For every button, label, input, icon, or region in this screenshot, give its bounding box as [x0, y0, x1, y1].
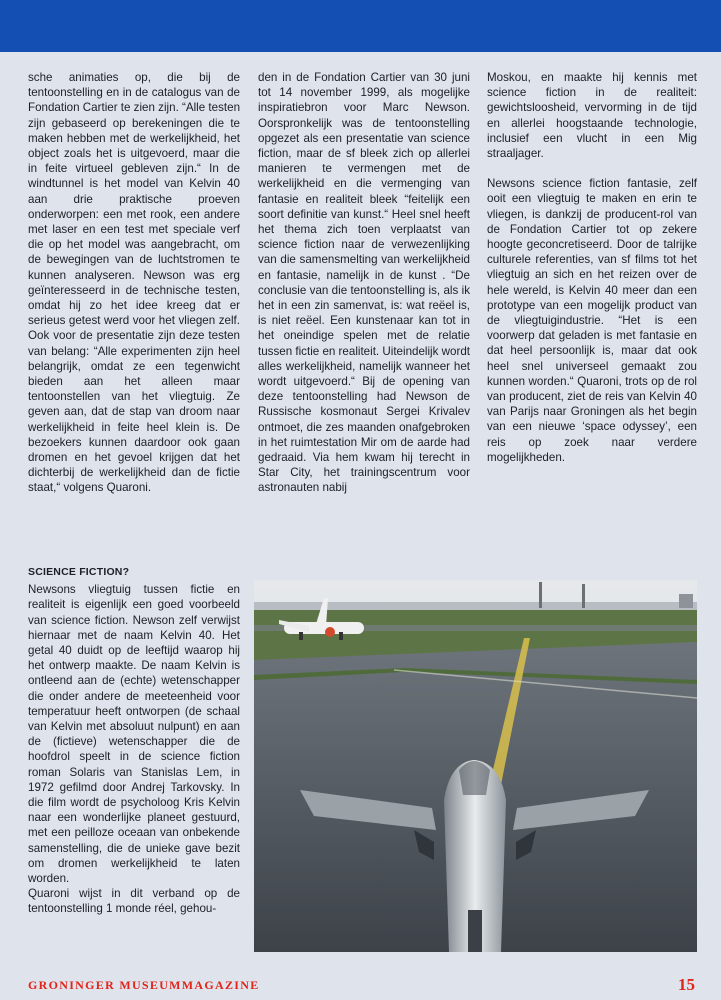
article-column-1-lower: [28, 565, 240, 917]
article-column-2: [258, 70, 470, 496]
article-column-1: [28, 70, 240, 496]
body-paragraph: Quaroni wijst in dit verband op de tentoonstelling 1 monde réel, gehou-: [28, 887, 240, 916]
photo-illustration: [254, 580, 697, 952]
section-heading: SCIENCE FICTION?: [28, 566, 130, 578]
top-color-bar: [0, 0, 721, 52]
body-paragraph: Newsons science fiction fantasie, zelf ooit een vliegtuig te maken en erin te vliegen, is dankzij de producent-rol van de Fondation Cartier tot op zekere hoogte geconcretiseerd. Door de talrijke culturele referenties, van sf films tot het vliegtuig an sich en het reizen over de hele wereld, is Kelvin 40 meer dan een prototype van een mogelijk product van de vliegtuigindustrie. “Het is een voorwerp dat geladen is met fantasie en dat heel persoonlijk is, maar dat ook heel snel universeel gemaakt zou kunnen worden.“ Quaroni, trots op de rol van producent, ziet de reis van Kelvin 40 van Parijs naar Groningen als het begin van een nieuwe ‘space odyssey’, een reis op zoek naar verdere mogelijkheden.: [487, 177, 697, 464]
page-number: 15: [678, 975, 695, 994]
article-column-3: [487, 70, 697, 465]
body-paragraph: Moskou, en maakte hij kennis met science fiction in de realiteit: gewichtsloosheid, vervorming in de tijd en allerlei hoogstaande technologie, inclusief een vlucht in een Mig straaljager.: [487, 71, 697, 161]
airfield-photo: [254, 580, 697, 952]
body-paragraph: den in de Fondation Cartier van 30 juni tot 14 november 1999, als mogelijke inspiratiebron voor Marc Newson. Oorspronkelijk was de tentoonstelling opgezet als een presentatie van science fiction, maar de sf bleek zich op allerlei manieren te vermengen met de werkelijkheid en die vermenging van fantasie en realiteit bleek “feitelijk een soort definitie van kunst.“ Heel snel heeft het thema zich toen verplaatst van science fiction naar de verwezenlijking van die samensmelting van werkelijkheid en fantasie, namelijk in de kunst . “De conclusie van die tentoonstelling is, als ik het in een zin samenvat, is: wat reëel is, is niet reëel. Een kunstenaar kan tot in het oneindige spelen met de relatie tussen fictie en realiteit. Uiteindelijk wordt alles werkelijkheid, namelijk wanneer het wordt uitgevoerd.“ Bij de opening van deze tentoonstelling had Newson de Russische kosmonaut Sergei Krivalev ontmoet, die zes maanden onafgebroken in het ruimtestation Mir om de aarde had gedraaid. Via hem kwam hij terecht in Star City, het trainingscentrum voor astronauten nabij: [258, 71, 471, 495]
footer-magazine-title: GRONINGER MUSEUMMAGAZINE: [28, 978, 260, 992]
body-paragraph: sche animaties op, die bij de tentoonstelling en in de catalogus van de Fondation Cartier te zien zijn. “Alle testen zijn gebaseerd op berekeningen die te maken hebben met de werkelijkheid, het object zoals het is uitgevoerd, maar die in feite virtueel gebleven zijn.“ In de windtunnel is het model van Kelvin 40 aan drie praktische proeven onderworpen: een met rook, een andere met laser en een test met speciale verf die op het model was aangebracht, om de bewegingen van de luchtstromen te kunnen analyseren. Newson was erg geïnteresseerd in de technische testen, omdat hij zo het idee kreeg dat er serieus getest werd voor het vliegen zelf. Ook voor de presentatie zijn deze testen van belang: “Alle experimenten zijn heel belangrijk, omdat ze een tegenwicht bieden aan het alleen maar tentoonstellen van het vliegtuig. Ze geven aan, dat de stap van droom naar werkelijkheid in feite heel klein is. De bezoekers kunnen daardoor ook gaan dromen en het gevoel krijgen dat het dichterbij de werkelijkheid dan de fictie staat,“ volgens Quaroni.: [28, 71, 241, 495]
body-paragraph: Newsons vliegtuig tussen fictie en realiteit is eigenlijk een goed voorbeeld van science fiction. Newson zelf verwijst hiernaar met de naam Kelvin 40. Het getal 40 duidt op de leeftijd waarop hij het ontwerp maakte. De naam Kelvin is ontleend aan de (echte) wetenschapper die onder andere de meeteenheid voor temperatuur heeft ontworpen (de schaal van Kelvin met absoluut nulpunt) en aan de (fictieve) wetenschapper die de hoofdrol speelt in de science fiction roman Solaris van Stanislas Lem, in 1972 gefilmd door Andrej Tarkovsky. In die film wordt de psycholoog Kris Kelvin naar een wonderlijke planeet gestuurd, met een peilloze oceaan van onbekende samenstelling, die de unieke gave bezit om dromen werkelijkheid te laten worden.: [28, 583, 240, 886]
